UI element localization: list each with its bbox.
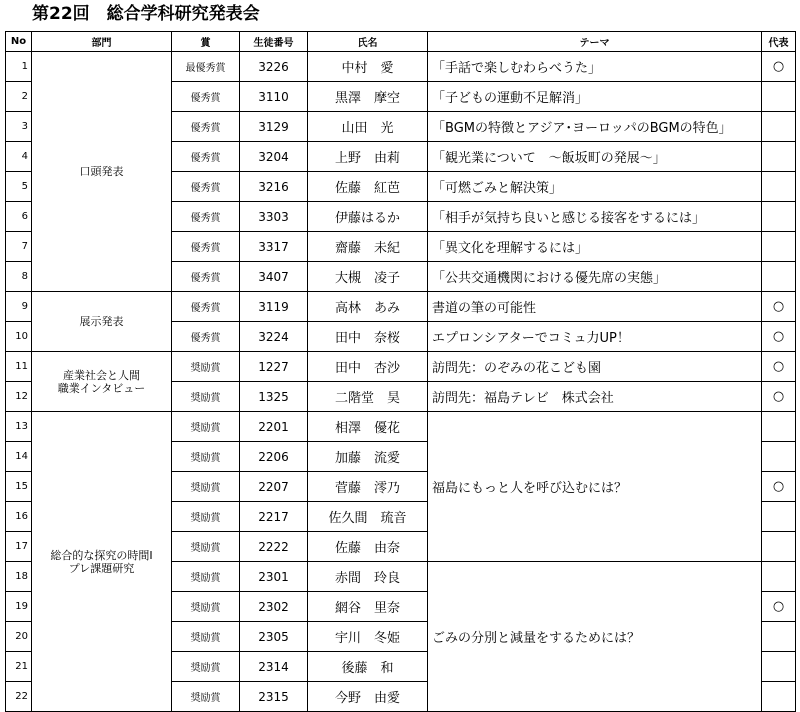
table-row [6, 352, 796, 382]
header-student-id: 生徒番号 [240, 32, 308, 52]
student-id-cell: 3204 [240, 142, 308, 172]
theme-cell: 書道の筆の可能性 [428, 292, 762, 322]
student-name-cell: 上野 由莉 [308, 142, 428, 172]
theme-cell: 訪問先：福島テレビ 株式会社 [428, 382, 762, 412]
student-name-cell: 相澤 優花 [308, 412, 428, 442]
table-row [6, 412, 796, 442]
theme-cell: ごみの分別と減量をするためには？ [428, 562, 762, 712]
row-number: 19 [6, 592, 32, 622]
student-id-cell: 2207 [240, 472, 308, 502]
award-cell: 優秀賞 [172, 112, 240, 142]
student-id-cell: 2222 [240, 532, 308, 562]
student-id-cell: 3226 [240, 52, 308, 82]
student-name-cell: 佐藤 紅芭 [308, 172, 428, 202]
award-cell: 優秀賞 [172, 172, 240, 202]
representative-mark [762, 142, 796, 172]
row-number: 12 [6, 382, 32, 412]
award-cell: 優秀賞 [172, 202, 240, 232]
representative-mark: ○ [762, 322, 796, 352]
award-cell: 奨励賞 [172, 412, 240, 442]
theme-cell: 「相手が気持ち良いと感じる接客をするには」 [428, 202, 762, 232]
header-award: 賞 [172, 32, 240, 52]
student-name-cell: 佐久間 琉音 [308, 502, 428, 532]
student-id-cell: 2315 [240, 682, 308, 712]
row-number: 16 [6, 502, 32, 532]
student-name-cell: 宇川 冬姫 [308, 622, 428, 652]
theme-cell: 「BGMの特徴とアジア･ヨーロッパのBGMの特色」 [428, 112, 762, 142]
award-cell: 奨励賞 [172, 562, 240, 592]
representative-mark: ○ [762, 52, 796, 82]
row-number: 5 [6, 172, 32, 202]
theme-cell: 福島にもっと人を呼び込むには？ [428, 412, 762, 562]
representative-mark [762, 622, 796, 652]
award-cell: 優秀賞 [172, 292, 240, 322]
table-row [6, 292, 796, 322]
theme-cell: エプロンシアターでコミュ力UP！ [428, 322, 762, 352]
student-name-cell: 二階堂 昊 [308, 382, 428, 412]
student-id-cell: 2301 [240, 562, 308, 592]
representative-mark [762, 502, 796, 532]
student-name-cell: 高林 あみ [308, 292, 428, 322]
row-number: 14 [6, 442, 32, 472]
presentation-table [5, 31, 796, 712]
student-id-cell: 3216 [240, 172, 308, 202]
award-cell: 奨励賞 [172, 682, 240, 712]
award-cell: 奨励賞 [172, 352, 240, 382]
student-id-cell: 2314 [240, 652, 308, 682]
representative-mark [762, 112, 796, 142]
row-number: 20 [6, 622, 32, 652]
representative-mark [762, 172, 796, 202]
student-name-cell: 佐藤 由奈 [308, 532, 428, 562]
table-body [6, 52, 796, 712]
award-cell: 奨励賞 [172, 382, 240, 412]
award-cell: 奨励賞 [172, 622, 240, 652]
row-number: 1 [6, 52, 32, 82]
student-id-cell: 3129 [240, 112, 308, 142]
representative-mark: ○ [762, 352, 796, 382]
representative-mark [762, 82, 796, 112]
representative-mark: ○ [762, 382, 796, 412]
award-cell: 奨励賞 [172, 472, 240, 502]
award-cell: 奨励賞 [172, 532, 240, 562]
student-name-cell: 後藤 和 [308, 652, 428, 682]
student-name-cell: 黒澤 摩空 [308, 82, 428, 112]
table-row [6, 52, 796, 82]
header-representative: 代表 [762, 32, 796, 52]
award-cell: 優秀賞 [172, 142, 240, 172]
representative-mark [762, 442, 796, 472]
department-cell: 総合的な探究の時間Ⅰ プレ課題研究 [32, 412, 172, 712]
row-number: 4 [6, 142, 32, 172]
award-cell: 奨励賞 [172, 592, 240, 622]
student-name-cell: 赤間 玲良 [308, 562, 428, 592]
student-id-cell: 3407 [240, 262, 308, 292]
student-id-cell: 2305 [240, 622, 308, 652]
representative-mark [762, 232, 796, 262]
student-name-cell: 田中 奈桜 [308, 322, 428, 352]
student-id-cell: 3303 [240, 202, 308, 232]
theme-cell: 「可燃ごみと解決策」 [428, 172, 762, 202]
student-id-cell: 1227 [240, 352, 308, 382]
representative-mark [762, 652, 796, 682]
award-cell: 優秀賞 [172, 322, 240, 352]
student-name-cell: 田中 杏沙 [308, 352, 428, 382]
student-name-cell: 網谷 里奈 [308, 592, 428, 622]
student-name-cell: 伊藤はるか [308, 202, 428, 232]
row-number: 9 [6, 292, 32, 322]
student-id-cell: 2206 [240, 442, 308, 472]
representative-mark [762, 532, 796, 562]
award-cell: 奨励賞 [172, 442, 240, 472]
student-name-cell: 菅藤 澪乃 [308, 472, 428, 502]
student-name-cell: 中村 愛 [308, 52, 428, 82]
student-id-cell: 3110 [240, 82, 308, 112]
theme-cell: 「異文化を理解するには」 [428, 232, 762, 262]
student-id-cell: 3317 [240, 232, 308, 262]
header-row [6, 32, 796, 52]
student-name-cell: 加藤 流愛 [308, 442, 428, 472]
award-cell: 奨励賞 [172, 652, 240, 682]
department-cell: 展示発表 [32, 292, 172, 352]
row-number: 17 [6, 532, 32, 562]
representative-mark [762, 562, 796, 592]
theme-cell: 「公共交通機関における優先席の実態」 [428, 262, 762, 292]
header-dept: 部門 [32, 32, 172, 52]
representative-mark [762, 202, 796, 232]
award-cell: 優秀賞 [172, 262, 240, 292]
row-number: 3 [6, 112, 32, 142]
award-cell: 優秀賞 [172, 232, 240, 262]
row-number: 8 [6, 262, 32, 292]
row-number: 22 [6, 682, 32, 712]
representative-mark: ○ [762, 472, 796, 502]
student-id-cell: 1325 [240, 382, 308, 412]
row-number: 18 [6, 562, 32, 592]
student-name-cell: 今野 由愛 [308, 682, 428, 712]
theme-cell: 「観光業について ～飯坂町の発展～」 [428, 142, 762, 172]
student-name-cell: 大槻 凌子 [308, 262, 428, 292]
row-number: 21 [6, 652, 32, 682]
representative-mark: ○ [762, 592, 796, 622]
row-number: 6 [6, 202, 32, 232]
student-id-cell: 2302 [240, 592, 308, 622]
document-title: 第22回 総合学科研究発表会 [32, 4, 260, 24]
row-number: 2 [6, 82, 32, 112]
award-cell: 奨励賞 [172, 502, 240, 532]
theme-cell: 「手話で楽しむわらべうた」 [428, 52, 762, 82]
representative-mark [762, 682, 796, 712]
representative-mark [762, 262, 796, 292]
theme-cell: 「子どもの運動不足解消」 [428, 82, 762, 112]
row-number: 11 [6, 352, 32, 382]
student-id-cell: 3224 [240, 322, 308, 352]
award-cell: 最優秀賞 [172, 52, 240, 82]
department-cell: 口頭発表 [32, 52, 172, 292]
student-id-cell: 2217 [240, 502, 308, 532]
student-name-cell: 山田 光 [308, 112, 428, 142]
header-name: 氏名 [308, 32, 428, 52]
award-cell: 優秀賞 [172, 82, 240, 112]
row-number: 7 [6, 232, 32, 262]
header-no: No [6, 32, 32, 52]
representative-mark [762, 412, 796, 442]
row-number: 10 [6, 322, 32, 352]
row-number: 15 [6, 472, 32, 502]
student-id-cell: 3119 [240, 292, 308, 322]
representative-mark: ○ [762, 292, 796, 322]
student-id-cell: 2201 [240, 412, 308, 442]
row-number: 13 [6, 412, 32, 442]
theme-cell: 訪問先：のぞみの花こども園 [428, 352, 762, 382]
student-name-cell: 齋藤 未紀 [308, 232, 428, 262]
header-theme: テーマ [428, 32, 762, 52]
department-cell: 産業社会と人間 職業インタビュー [32, 352, 172, 412]
